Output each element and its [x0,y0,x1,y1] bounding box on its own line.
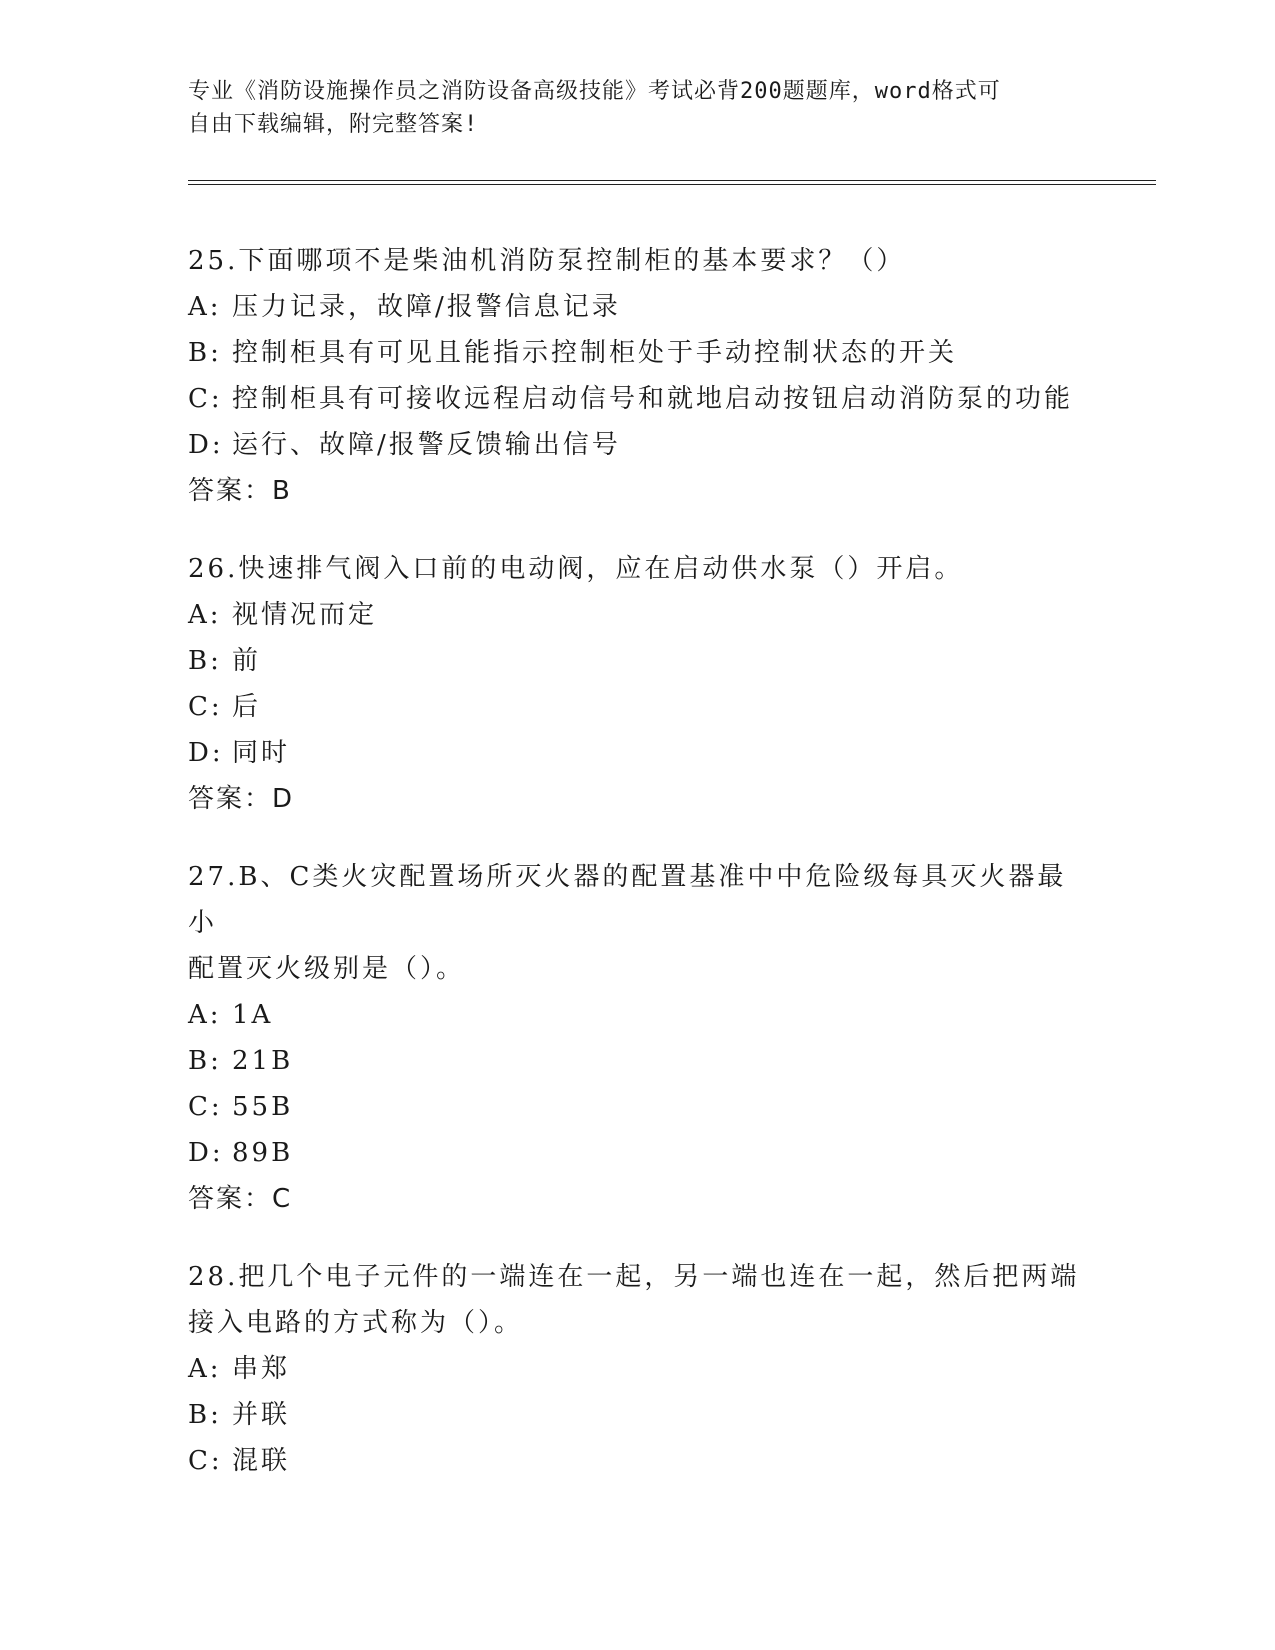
answer-key: 答案：D [188,784,295,814]
option-letter: D: [188,738,224,768]
option-letter: C: [188,1092,223,1122]
answer-key: 答案：B [188,476,292,506]
option-text: 混联 [232,1446,291,1476]
question-block [188,546,1088,822]
question-stem: 配置灭火级别是（）。 [188,954,466,984]
option-text: 运行、故障/报警反馈输出信号 [232,430,621,460]
header-divider [188,180,1156,185]
question-stem: 27.B、C类火灾配置场所灭火器的配置基准中中危险级每具灭火器最小 [188,862,1067,938]
option-text: 并联 [232,1400,291,1430]
option-text: 串郑 [232,1354,291,1384]
question-stem: 25.下面哪项不是柴油机消防泵控制柜的基本要求？（） [188,246,906,276]
answer-option [188,376,1088,422]
header-line-1: 专业《消防设施操作员之消防设备高级技能》考试必背200题题库，word格式可 [188,79,1001,104]
answer-option [188,684,1088,730]
option-text: 21B [232,1046,294,1076]
option-letter: B: [188,1400,222,1430]
answer-option [188,592,1088,638]
option-text: 前 [232,646,262,676]
option-letter: A: [188,600,222,630]
option-letter: A: [188,1000,222,1030]
option-text: 1A [232,1000,274,1030]
question-list [188,238,1088,1516]
question-stem: 26.快速排气阀入口前的电动阀，应在启动供水泵（）开启。 [188,554,964,584]
option-text: 后 [232,692,262,722]
question-stem: 28.把几个电子元件的一端连在一起，另一端也连在一起，然后把两端 [188,1262,1080,1292]
option-letter: C: [188,1446,223,1476]
question-block [188,854,1088,1222]
header-line-2: 自由下载编辑，附完整答案! [188,112,479,137]
option-letter: D: [188,430,224,460]
option-text: 控制柜具有可接收远程启动信号和就地启动按钮启动消防泵的功能 [232,384,1074,414]
option-letter: C: [188,692,223,722]
answer-option [188,1346,1088,1392]
option-letter: B: [188,646,222,676]
answer-option [188,422,1088,468]
answer-option [188,1438,1088,1484]
question-stem: 接入电路的方式称为（）。 [188,1308,524,1338]
question-block [188,1254,1088,1484]
answer-option [188,284,1088,330]
option-letter: B: [188,338,222,368]
option-text: 压力记录，故障/报警信息记录 [232,292,621,322]
answer-option [188,992,1088,1038]
option-letter: B: [188,1046,222,1076]
answer-option [188,638,1088,684]
option-letter: A: [188,292,222,322]
answer-option [188,1130,1088,1176]
option-letter: A: [188,1354,222,1384]
document-header [188,75,1088,141]
option-text: 89B [232,1138,294,1168]
answer-option [188,330,1088,376]
answer-option [188,1038,1088,1084]
option-letter: C: [188,384,223,414]
option-text: 同时 [232,738,291,768]
option-text: 视情况而定 [232,600,378,630]
answer-option [188,730,1088,776]
option-text: 控制柜具有可见且能指示控制柜处于手动控制状态的开关 [232,338,958,368]
option-text: 55B [232,1092,294,1122]
question-block [188,238,1088,514]
answer-key: 答案：C [188,1184,293,1214]
option-letter: D: [188,1138,224,1168]
answer-option [188,1392,1088,1438]
answer-option [188,1084,1088,1130]
